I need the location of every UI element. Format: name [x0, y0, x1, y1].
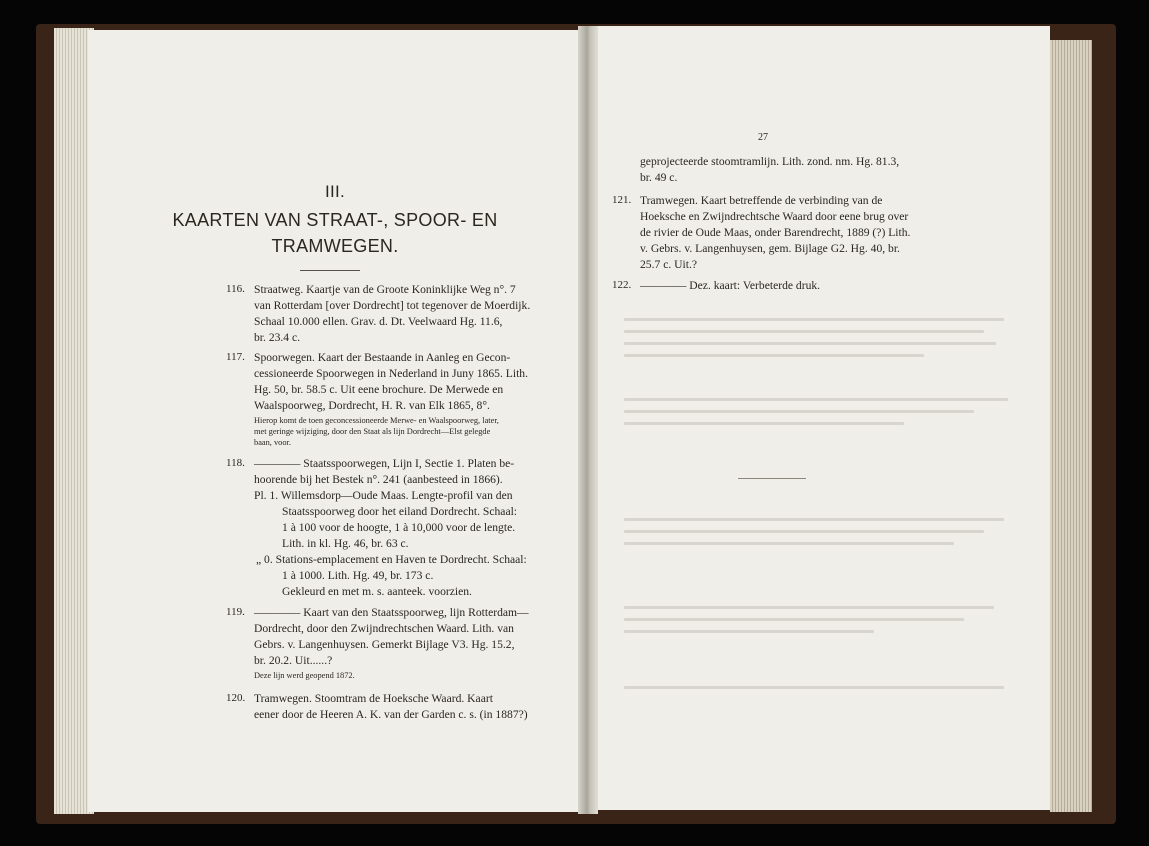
show-through-text	[624, 422, 904, 425]
entry-line: Hoeksche en Zwijndrechtsche Waard door eene brug over	[640, 210, 909, 223]
entry-line: br. 20.2. Uit......?	[254, 654, 333, 667]
show-through-text	[624, 342, 996, 345]
entry-note: Hierop komt de toen geconcessioneerde Merwe- en Waalspoorweg, later,	[254, 416, 499, 425]
entry-number: 117.	[226, 351, 245, 363]
entry-line: Tramwegen. Kaart betreffende de verbinding van de	[640, 194, 883, 207]
entry-number: 118.	[226, 457, 245, 469]
entry-line: Hg. 50, br. 58.5 c. Uit eene brochure. De Merwede en	[254, 383, 504, 396]
entry-line: ———— Kaart van den Staatsspoorweg, lijn Rotterdam—	[254, 606, 529, 619]
show-through-text	[624, 618, 964, 621]
entry-line: de rivier de Oude Maas, onder Barendrecht, 1889 (?) Lith.	[640, 226, 911, 239]
entry-line: Gebrs. v. Langenhuysen. Gemerkt Bijlage V3. Hg. 15.2,	[254, 638, 515, 651]
entry-line: 1 à 100 voor de hoogte, 1 à 10,000 voor de lengte.	[282, 521, 516, 534]
entry-line: Dordrecht, door den Zwijndrechtschen Waard. Lith. van	[254, 622, 514, 635]
entry-number: 122.	[612, 279, 632, 291]
left-page	[88, 30, 582, 812]
entry-note: baan, voor.	[254, 438, 291, 447]
continuation-line: br. 49 c.	[640, 171, 678, 184]
entry-line: 25.7 c. Uit.?	[640, 258, 697, 271]
entry-line: br. 23.4 c.	[254, 331, 301, 344]
right-page	[592, 26, 1050, 810]
entry-line: ———— Staatsspoorwegen, Lijn I, Sectie 1. Platen be-	[254, 457, 515, 470]
section-title-line1: KAARTEN VAN STRAAT-, SPOOR- EN	[172, 210, 498, 230]
entry-line: cessioneerde Spoorwegen in Nederland in Juny 1865. Lith.	[254, 367, 528, 380]
show-through-text	[624, 398, 1008, 401]
entry-line: v. Gebrs. v. Langenhuysen, gem. Bijlage G2. Hg. 40, br.	[640, 242, 900, 255]
book-gutter	[578, 26, 598, 814]
entry-note: Deze lijn werd geopend 1872.	[254, 671, 355, 680]
entry-line: Schaal 10.000 ellen. Grav. d. Dt. Veelwaard Hg. 11.6,	[254, 315, 503, 328]
entry-line: ———— Dez. kaart: Verbeterde druk.	[640, 279, 821, 292]
entry-number: 120.	[226, 692, 246, 704]
entry-line: Straatweg. Kaartje van de Groote Koninklijke Weg n°. 7	[254, 283, 516, 296]
entry-number: 119.	[226, 606, 245, 618]
entry-line: Gekleurd en met m. s. aanteek. voorzien.	[282, 585, 472, 598]
show-through-text	[624, 686, 1004, 689]
show-through-text	[624, 606, 994, 609]
entry-line: Pl. 1. Willemsdorp—Oude Maas. Lengte-profil van den	[254, 489, 513, 502]
entry-line: Lith. in kl. Hg. 46, br. 63 c.	[282, 537, 409, 550]
page-number: 27	[758, 132, 768, 143]
entry-line: Tramwegen. Stoomtram de Hoeksche Waard. Kaart	[254, 692, 493, 705]
show-through-text	[624, 354, 924, 357]
show-through-text	[624, 518, 1004, 521]
right-page-stack	[1050, 40, 1092, 812]
entry-line: hoorende bij het Bestek n°. 241 (aanbesteed in 1866).	[254, 473, 503, 486]
show-through-text	[624, 318, 1004, 321]
show-through-text	[624, 330, 984, 333]
entry-line: Spoorwegen. Kaart der Bestaande in Aanleg en Gecon-	[254, 351, 511, 364]
entry-line: eener door de Heeren A. K. van der Garden c. s. (in 1887?)	[254, 708, 528, 721]
section-number: III.	[324, 182, 346, 201]
entry-number: 121.	[612, 194, 632, 206]
show-through-text	[624, 410, 974, 413]
entry-line: van Rotterdam [over Dordrecht] tot tegenover de Moerdijk.	[254, 299, 531, 312]
entry-line: 1 à 1000. Lith. Hg. 49, br. 173 c.	[282, 569, 434, 582]
entry-note: met geringe wijziging, door den Staat als lijn Dordrecht—Elst gelegde	[254, 427, 491, 436]
entry-number: 116.	[226, 283, 245, 295]
title-divider	[300, 270, 360, 271]
show-through-text	[624, 542, 954, 545]
entry-line: Waalspoorweg, Dordrecht, H. R. van Elk 1865, 8°.	[254, 399, 490, 412]
section-title-line2: TRAMWEGEN.	[271, 236, 399, 256]
bleed-through-divider	[738, 478, 806, 479]
show-through-text	[624, 630, 874, 633]
show-through-text	[624, 530, 984, 533]
continuation-line: geprojecteerde stoomtramlijn. Lith. zond. nm. Hg. 81.3,	[640, 155, 900, 168]
entry-line: Staatsspoorweg door het eiland Dordrecht. Schaal:	[282, 505, 518, 518]
entry-line: „ 0. Stations-emplacement en Haven te Dordrecht. Schaal:	[256, 553, 527, 566]
